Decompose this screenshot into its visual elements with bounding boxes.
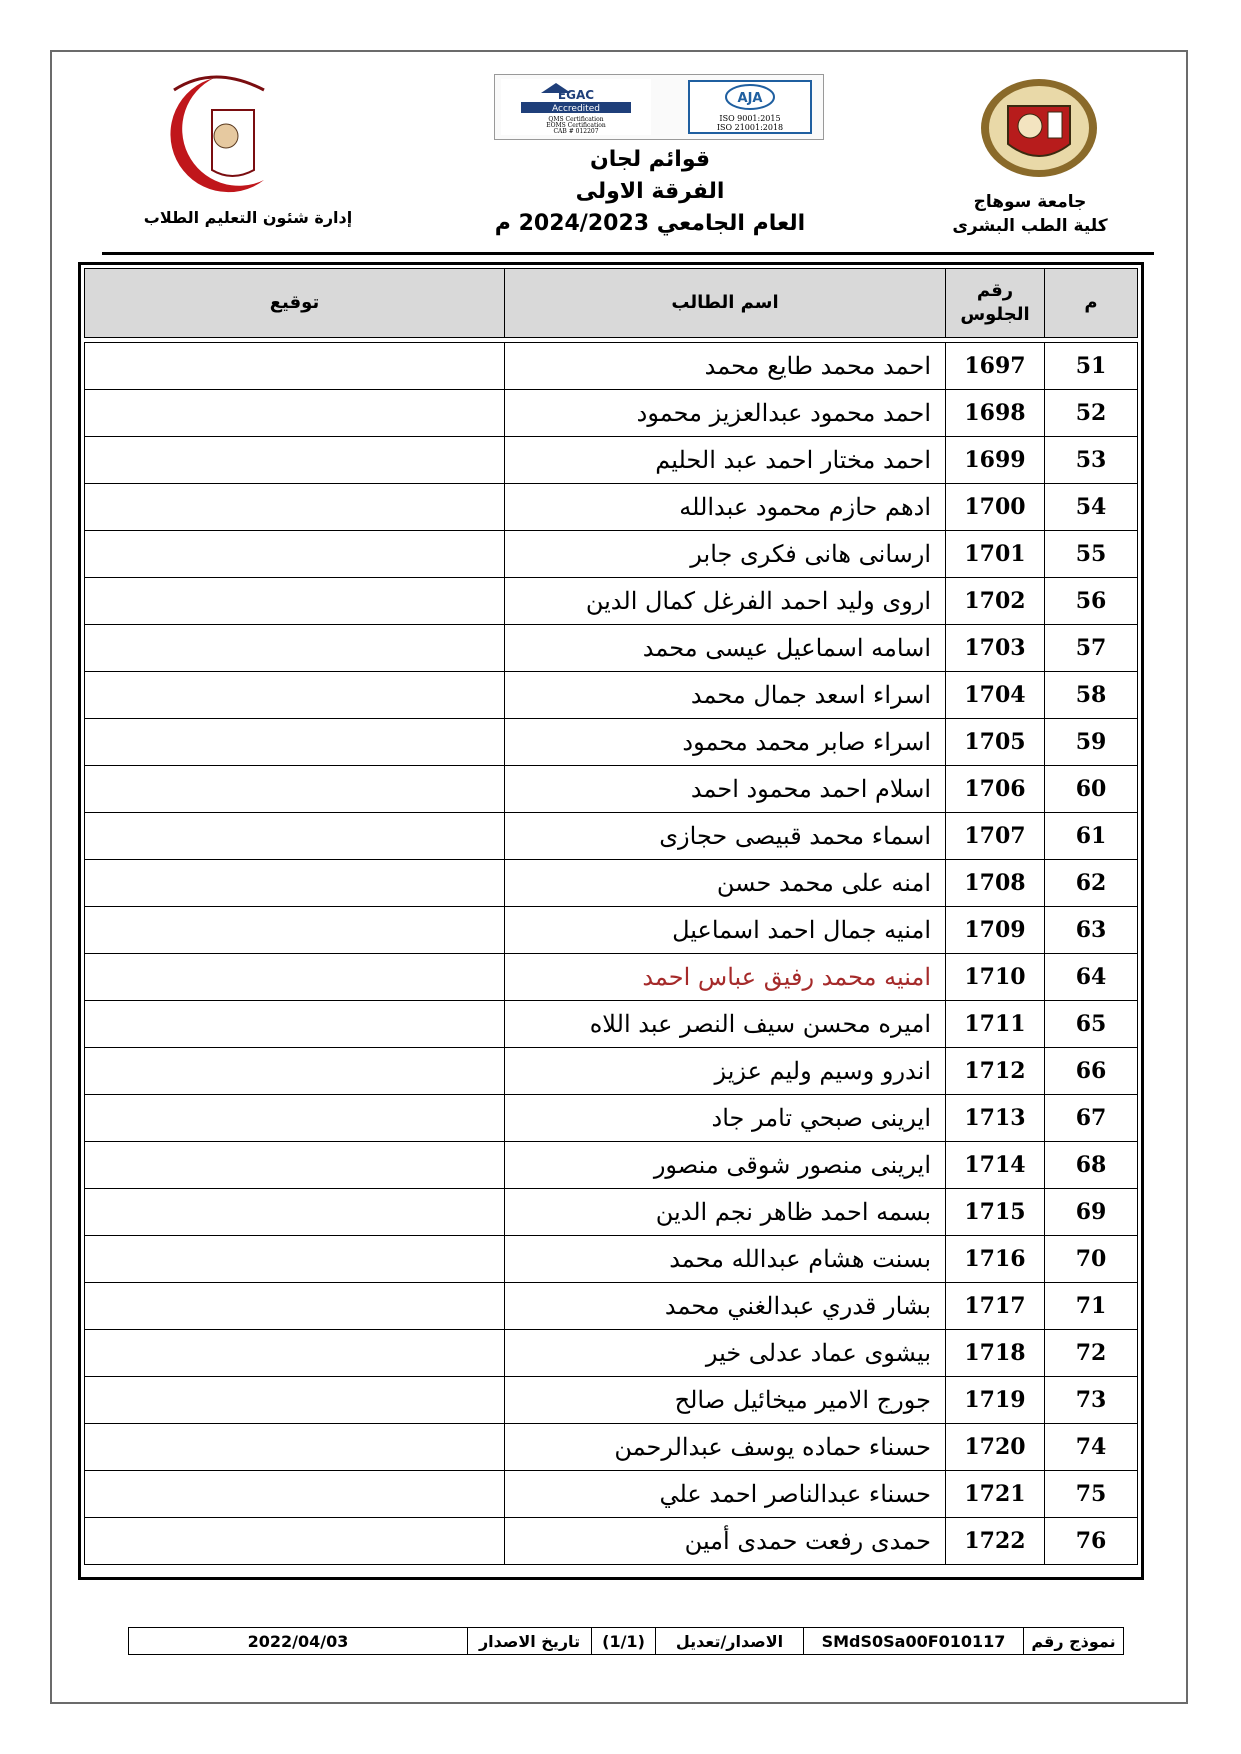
issue-date-value: 2022/04/03 (247, 1631, 349, 1651)
student-name-cell: اسراء اسعد جمال محمد (505, 672, 946, 719)
title-academic-year: العام الجامعي 2024/2023 م (494, 211, 806, 236)
table-row (85, 860, 1138, 907)
serial-cell: 76 (1045, 1518, 1138, 1565)
serial-cell: 61 (1045, 813, 1138, 860)
student-name-cell: جورج الامير ميخائيل صالح (505, 1377, 946, 1424)
seat-number-cell: 1706 (946, 766, 1045, 813)
signature-cell (85, 484, 505, 531)
signature-cell (85, 578, 505, 625)
signature-cell (85, 1330, 505, 1377)
seat-number-cell: 1697 (946, 343, 1045, 390)
serial-cell: 59 (1045, 719, 1138, 766)
certification-logos (494, 74, 824, 140)
serial-cell: 60 (1045, 766, 1138, 813)
egac-label: EGAC (557, 88, 595, 102)
seat-number-cell: 1712 (946, 1048, 1045, 1095)
seat-number-cell: 1702 (946, 578, 1045, 625)
seat-number-cell: 1701 (946, 531, 1045, 578)
student-name-cell: اندرو وسيم وليم عزيز (505, 1048, 946, 1095)
table-row (85, 343, 1138, 390)
iso9001-label: ISO 9001:2015 (719, 114, 781, 123)
aja-iso-logo (685, 79, 815, 135)
signature-cell (85, 1471, 505, 1518)
student-name-cell: بشار قدري عبدالغني محمد (505, 1283, 946, 1330)
serial-cell: 58 (1045, 672, 1138, 719)
qms-label: QMS Certification (548, 116, 604, 123)
serial-cell: 72 (1045, 1330, 1138, 1377)
serial-cell: 52 (1045, 390, 1138, 437)
signature-cell (85, 907, 505, 954)
table-row (85, 531, 1138, 578)
table-row (85, 1518, 1138, 1565)
edition-label: الاصدار/تعديل (655, 1628, 803, 1654)
student-name-cell: بيشوى عماد عدلى خير (505, 1330, 946, 1377)
header-divider (102, 252, 1154, 255)
serial-cell: 69 (1045, 1189, 1138, 1236)
table-row (85, 672, 1138, 719)
seat-number-cell: 1719 (946, 1377, 1045, 1424)
signature-cell (85, 1283, 505, 1330)
seat-number-cell: 1710 (946, 954, 1045, 1001)
signature-cell (85, 1142, 505, 1189)
signature-cell (85, 1236, 505, 1283)
seat-number-cell: 1709 (946, 907, 1045, 954)
signature-cell (85, 1095, 505, 1142)
student-name-cell: احمد محمود عبدالعزيز محمود (505, 390, 946, 437)
table-row (85, 1048, 1138, 1095)
seat-number-cell: 1721 (946, 1471, 1045, 1518)
serial-cell: 53 (1045, 437, 1138, 484)
cab-label: CAB # 012207 (553, 128, 599, 135)
seat-number-cell: 1717 (946, 1283, 1045, 1330)
edition-value: (1/1) (591, 1628, 655, 1654)
form-code: SMdS0Sa00F010117 (803, 1628, 1023, 1654)
student-name-cell: احمد محمد طايع محمد (505, 343, 946, 390)
header-student-name: اسم الطالب (505, 269, 946, 338)
table-row (85, 578, 1138, 625)
serial-cell: 73 (1045, 1377, 1138, 1424)
serial-cell: 57 (1045, 625, 1138, 672)
student-name-cell: امنيه جمال احمد اسماعيل (505, 907, 946, 954)
eoms-label: EOMS Certification (546, 122, 606, 129)
signature-cell (85, 766, 505, 813)
table-row (85, 719, 1138, 766)
signature-cell (85, 1189, 505, 1236)
serial-cell: 71 (1045, 1283, 1138, 1330)
iso21001-label: ISO 21001:2018 (716, 123, 784, 132)
table-row (85, 1095, 1138, 1142)
student-name-cell: امنيه محمد رفيق عباس احمد (505, 954, 946, 1001)
issue-date-label: تاريخ الاصدار (467, 1628, 591, 1654)
table-row (85, 390, 1138, 437)
table-row (85, 1377, 1138, 1424)
faculty-of-medicine-logo (114, 70, 314, 200)
signature-cell (85, 672, 505, 719)
serial-cell: 51 (1045, 343, 1138, 390)
signature-cell (85, 1424, 505, 1471)
seat-number-cell: 1713 (946, 1095, 1045, 1142)
seat-number-cell: 1707 (946, 813, 1045, 860)
seat-number-cell: 1704 (946, 672, 1045, 719)
seat-number-cell: 1700 (946, 484, 1045, 531)
student-name-cell: بسنت هشام عبدالله محمد (505, 1236, 946, 1283)
table-row (85, 437, 1138, 484)
signature-cell (85, 1048, 505, 1095)
signature-cell (85, 390, 505, 437)
form-number-label: نموذج رقم (1023, 1628, 1123, 1654)
seat-number-cell: 1708 (946, 860, 1045, 907)
table-row (85, 1236, 1138, 1283)
student-name-cell: حسناء عبدالناصر احمد علي (505, 1471, 946, 1518)
seat-number-cell: 1720 (946, 1424, 1045, 1471)
student-name-cell: اسماء محمد قبيصى حجازى (505, 813, 946, 860)
serial-cell: 66 (1045, 1048, 1138, 1095)
form-footer (128, 1627, 1124, 1655)
serial-cell: 70 (1045, 1236, 1138, 1283)
student-name-cell: اسلام احمد محمود احمد (505, 766, 946, 813)
serial-cell: 65 (1045, 1001, 1138, 1048)
egac-accreditation-logo (501, 79, 651, 135)
student-name-cell: احمد مختار احمد عبد الحليم (505, 437, 946, 484)
serial-cell: 64 (1045, 954, 1138, 1001)
accredited-label: Accredited (552, 104, 600, 114)
aja-label: AJA (737, 91, 763, 106)
university-name (930, 190, 1130, 238)
university-line2: كلية الطب البشرى (952, 216, 1108, 236)
student-name-cell: امنه على محمد حسن (505, 860, 946, 907)
table-row (85, 1001, 1138, 1048)
signature-cell (85, 531, 505, 578)
student-name-cell: ارسانى هانى فكرى جابر (505, 531, 946, 578)
serial-cell: 54 (1045, 484, 1138, 531)
seat-number-cell: 1718 (946, 1330, 1045, 1377)
signature-cell (85, 860, 505, 907)
seat-number-cell: 1722 (946, 1518, 1045, 1565)
student-name-cell: اسراء صابر محمد محمود (505, 719, 946, 766)
student-name-cell: اسامه اسماعيل عيسى محمد (505, 625, 946, 672)
serial-cell: 62 (1045, 860, 1138, 907)
seat-number-cell: 1703 (946, 625, 1045, 672)
student-name-cell: ايرينى منصور شوقى منصور (505, 1142, 946, 1189)
document-titles (440, 144, 860, 240)
student-name-cell: بسمه احمد ظاهر نجم الدين (505, 1189, 946, 1236)
student-name-cell: حمدى رفعت حمدى أمين (505, 1518, 946, 1565)
header-serial: م (1045, 269, 1138, 338)
roster-body (85, 343, 1138, 1565)
table-row (85, 1330, 1138, 1377)
seat-number-cell: 1699 (946, 437, 1045, 484)
header-signature: توقيع (85, 269, 505, 338)
seat-number-cell: 1711 (946, 1001, 1045, 1048)
signature-cell (85, 625, 505, 672)
table-row (85, 484, 1138, 531)
seat-number-cell: 1716 (946, 1236, 1045, 1283)
table-row (85, 1424, 1138, 1471)
seat-number-cell: 1698 (946, 390, 1045, 437)
table-row (85, 1471, 1138, 1518)
signature-cell (85, 813, 505, 860)
roster-table-frame (78, 262, 1144, 1580)
seat-number-cell: 1715 (946, 1189, 1045, 1236)
signature-cell (85, 343, 505, 390)
table-row (85, 1283, 1138, 1330)
student-name-cell: اروى وليد احمد الفرغل كمال الدين (505, 578, 946, 625)
title-first-year: الفرقة الاولى (575, 179, 725, 204)
student-name-cell: حسناء حماده يوسف عبدالرحمن (505, 1424, 946, 1471)
table-row (85, 907, 1138, 954)
serial-cell: 68 (1045, 1142, 1138, 1189)
signature-cell (85, 954, 505, 1001)
serial-cell: 74 (1045, 1424, 1138, 1471)
student-name-cell: ايرينى صبحي تامر جاد (505, 1095, 946, 1142)
table-row (85, 625, 1138, 672)
seat-number-cell: 1714 (946, 1142, 1045, 1189)
serial-cell: 67 (1045, 1095, 1138, 1142)
student-name-cell: اميره محسن سيف النصر عبد اللاه (505, 1001, 946, 1048)
signature-cell (85, 1377, 505, 1424)
table-row (85, 766, 1138, 813)
table-header-row (85, 269, 1138, 338)
roster-table (84, 268, 1138, 1565)
signature-cell (85, 437, 505, 484)
table-row (85, 954, 1138, 1001)
serial-cell: 56 (1045, 578, 1138, 625)
serial-cell: 55 (1045, 531, 1138, 578)
student-affairs-department: إدارة شئون التعليم الطلاب (143, 208, 353, 227)
table-row (85, 1142, 1138, 1189)
signature-cell (85, 1001, 505, 1048)
table-row (85, 1189, 1138, 1236)
seat-number-cell: 1705 (946, 719, 1045, 766)
title-committee-lists: قوائم لجان (589, 147, 711, 172)
signature-cell (85, 1518, 505, 1565)
table-row (85, 813, 1138, 860)
serial-cell: 75 (1045, 1471, 1138, 1518)
sohag-university-emblem (978, 76, 1100, 180)
serial-cell: 63 (1045, 907, 1138, 954)
signature-cell (85, 719, 505, 766)
university-line1: جامعة سوهاج (973, 192, 1087, 212)
student-name-cell: ادهم حازم محمود عبدالله (505, 484, 946, 531)
header-seat-number: رقم الجلوس (946, 269, 1045, 338)
